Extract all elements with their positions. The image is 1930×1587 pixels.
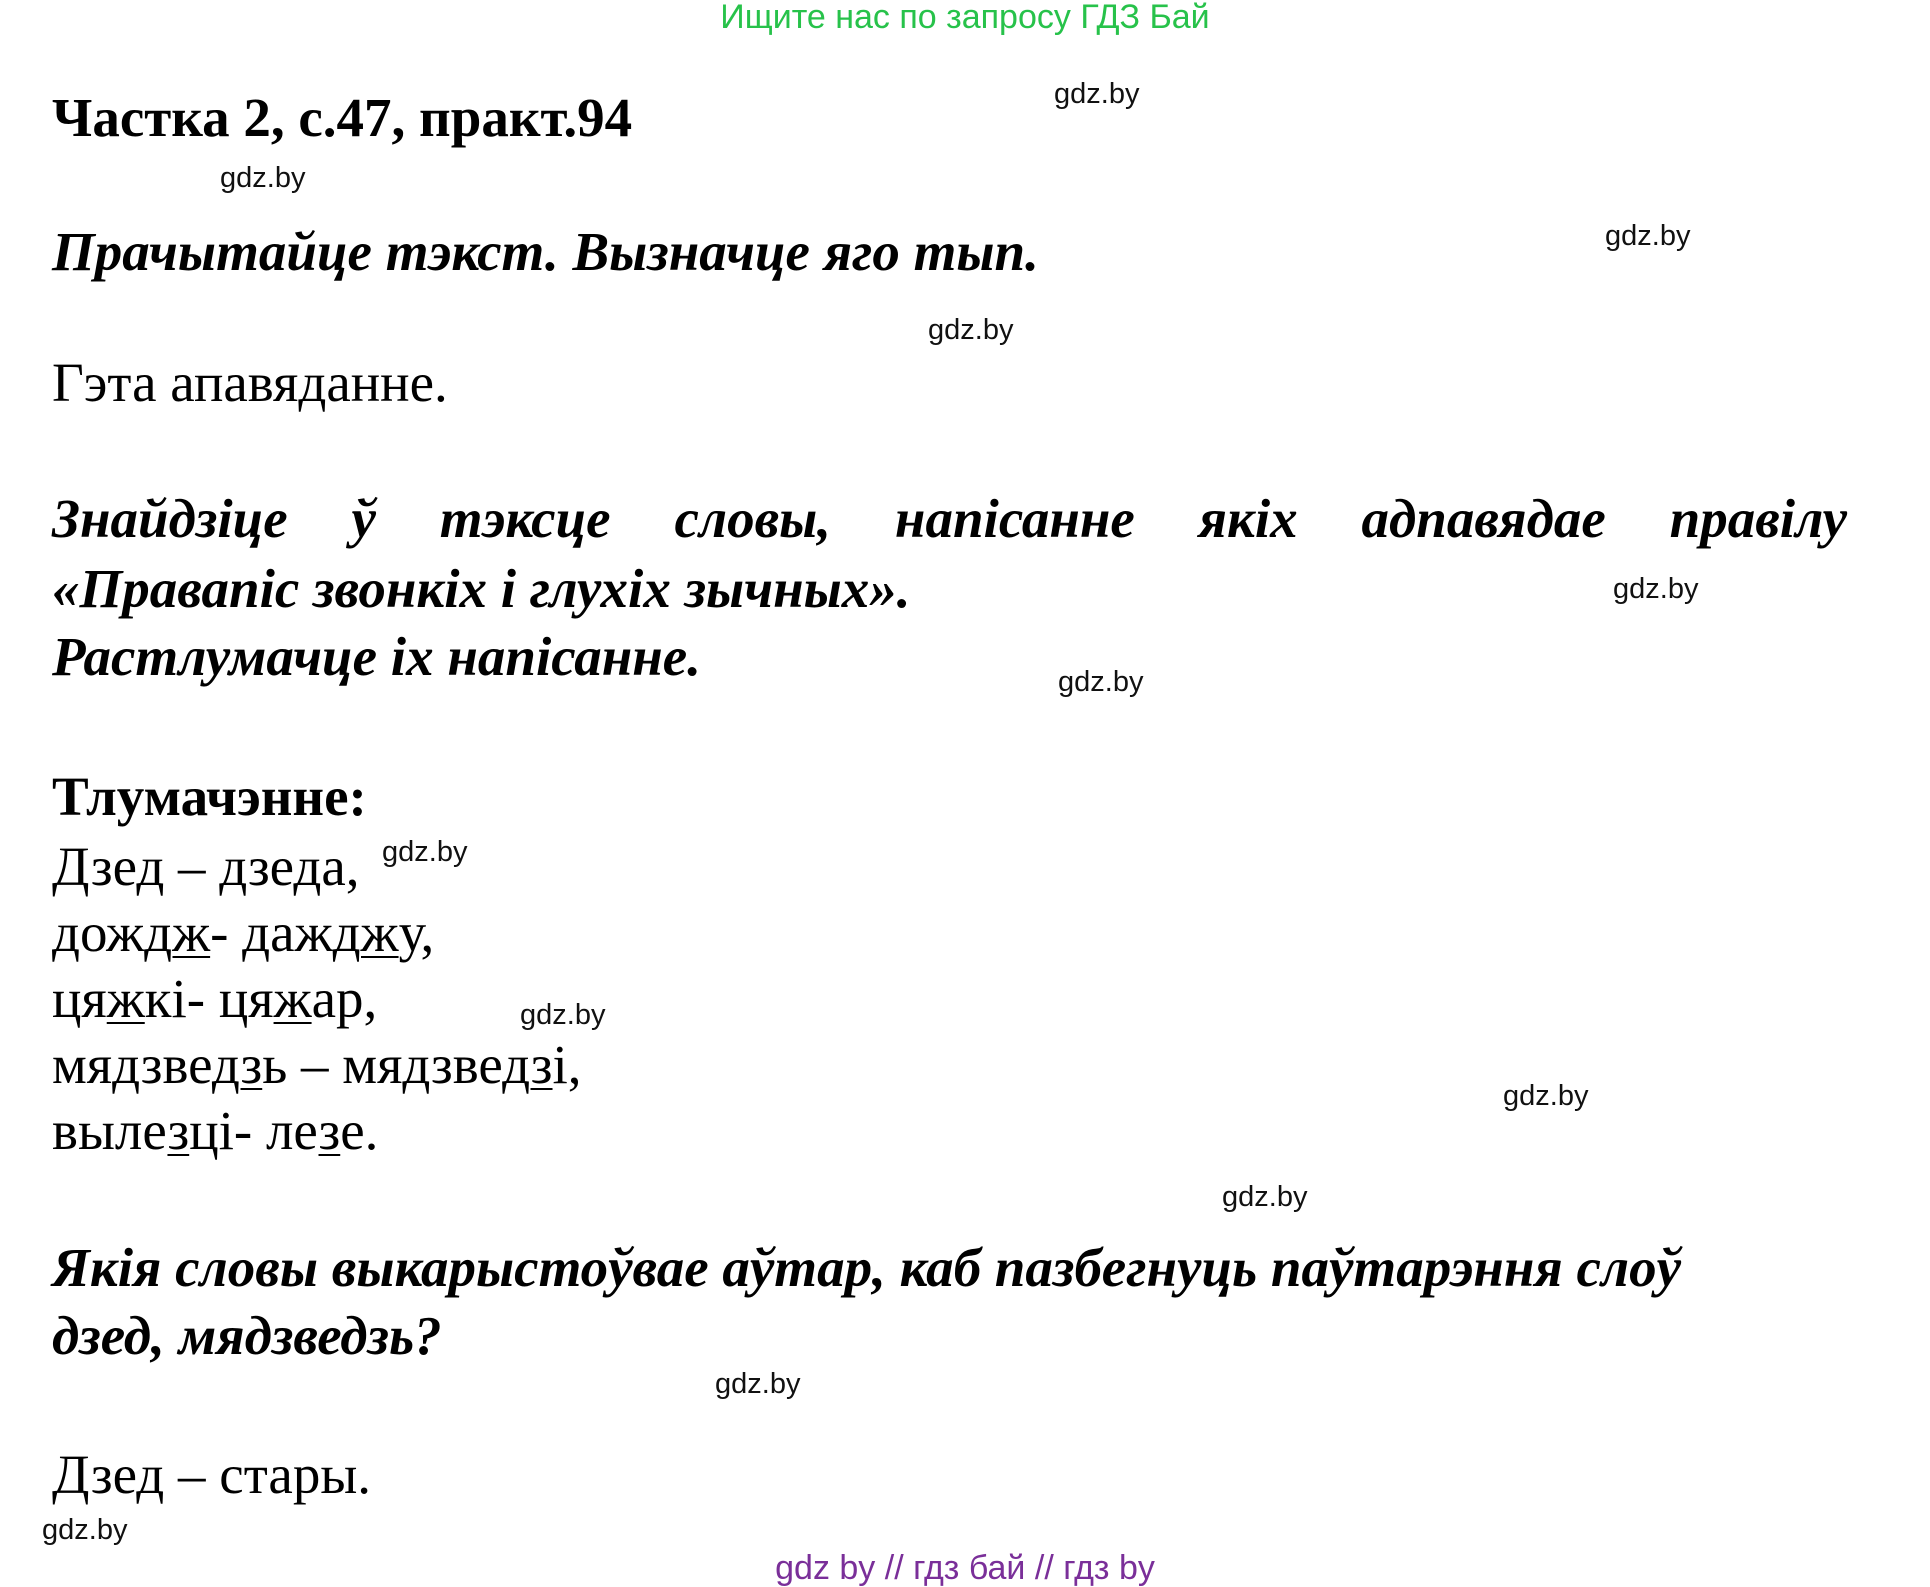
task-2-line-3: Растлумачце іх напісанне. [52,626,701,687]
word-part: ар, [311,968,378,1029]
task-2-line-2: «Правапіс звонкіх і глухіх зычных». [52,558,911,619]
word-part: і, [552,1034,582,1095]
watermark: gdz.by [220,162,306,194]
task-3-line-1: Якія словы выкарыстоўвае аўтар, каб пазбегнуць паўтарэння слоў [52,1237,1681,1298]
word-part: ці- ле [189,1100,319,1161]
word-part: у, [398,902,435,963]
underlined-letter: ж [273,968,312,1029]
explanation-line [52,834,360,900]
explanation-line [52,966,377,1032]
underlined-letter: дж [332,902,399,963]
word-part: выле [52,1100,168,1161]
word-part: ь – мядзве [262,1034,503,1095]
word-part: мядзве [52,1034,212,1095]
word-part: ця [52,968,107,1029]
answer-1: Гэта апавяданне. [52,352,448,413]
word-part: кі- ця [144,968,274,1029]
word-part: дож [52,902,145,963]
page-title: Частка 2, с.47, практ.94 [52,87,633,148]
explanation-label: Тлумачэнне: [52,766,367,827]
word-part: Дзе [52,836,137,897]
underlined-letter: дж [144,902,211,963]
watermark: gdz.by [1222,1181,1308,1213]
top-banner: Ищите нас по запросу ГДЗ Бай [720,0,1210,36]
watermark: gdz.by [520,999,606,1031]
word-part: е. [340,1100,379,1161]
watermark: gdz.by [1054,78,1140,110]
word-part: а, [321,836,360,897]
watermark: gdz.by [1605,220,1691,252]
word-part: – дзе [164,836,294,897]
explanation-line [52,1032,582,1098]
underlined-letter: з [318,1100,341,1161]
task-2-line-1: Знайдзіце ў тэксце словы, напісанне якіх адпавядае правілу [52,488,1847,549]
underlined-letter: ж [106,968,145,1029]
explanation-line [52,900,434,966]
watermark: gdz.by [42,1514,128,1546]
watermark: gdz.by [1613,573,1699,605]
task-3-line-2: дзед, мядзведзь? [52,1305,442,1366]
underlined-letter: д [136,836,165,897]
task-1: Прачытайце тэкст. Вызначце яго тып. [52,221,1039,282]
watermark: gdz.by [382,836,468,868]
watermark: gdz.by [1503,1080,1589,1112]
underlined-letter: д [293,836,322,897]
watermark: gdz.by [715,1368,801,1400]
underlined-letter: дз [502,1034,553,1095]
watermark: gdz.by [928,314,1014,346]
underlined-letter: дз [211,1034,263,1095]
underlined-letter: з [167,1100,190,1161]
answer-3: Дзед – стары. [52,1444,372,1505]
watermark: gdz.by [1058,666,1144,698]
explanation-line [52,1098,378,1164]
footer-links: gdz by // гдз бай // гдз by [775,1549,1155,1587]
word-part: - даж [210,902,333,963]
